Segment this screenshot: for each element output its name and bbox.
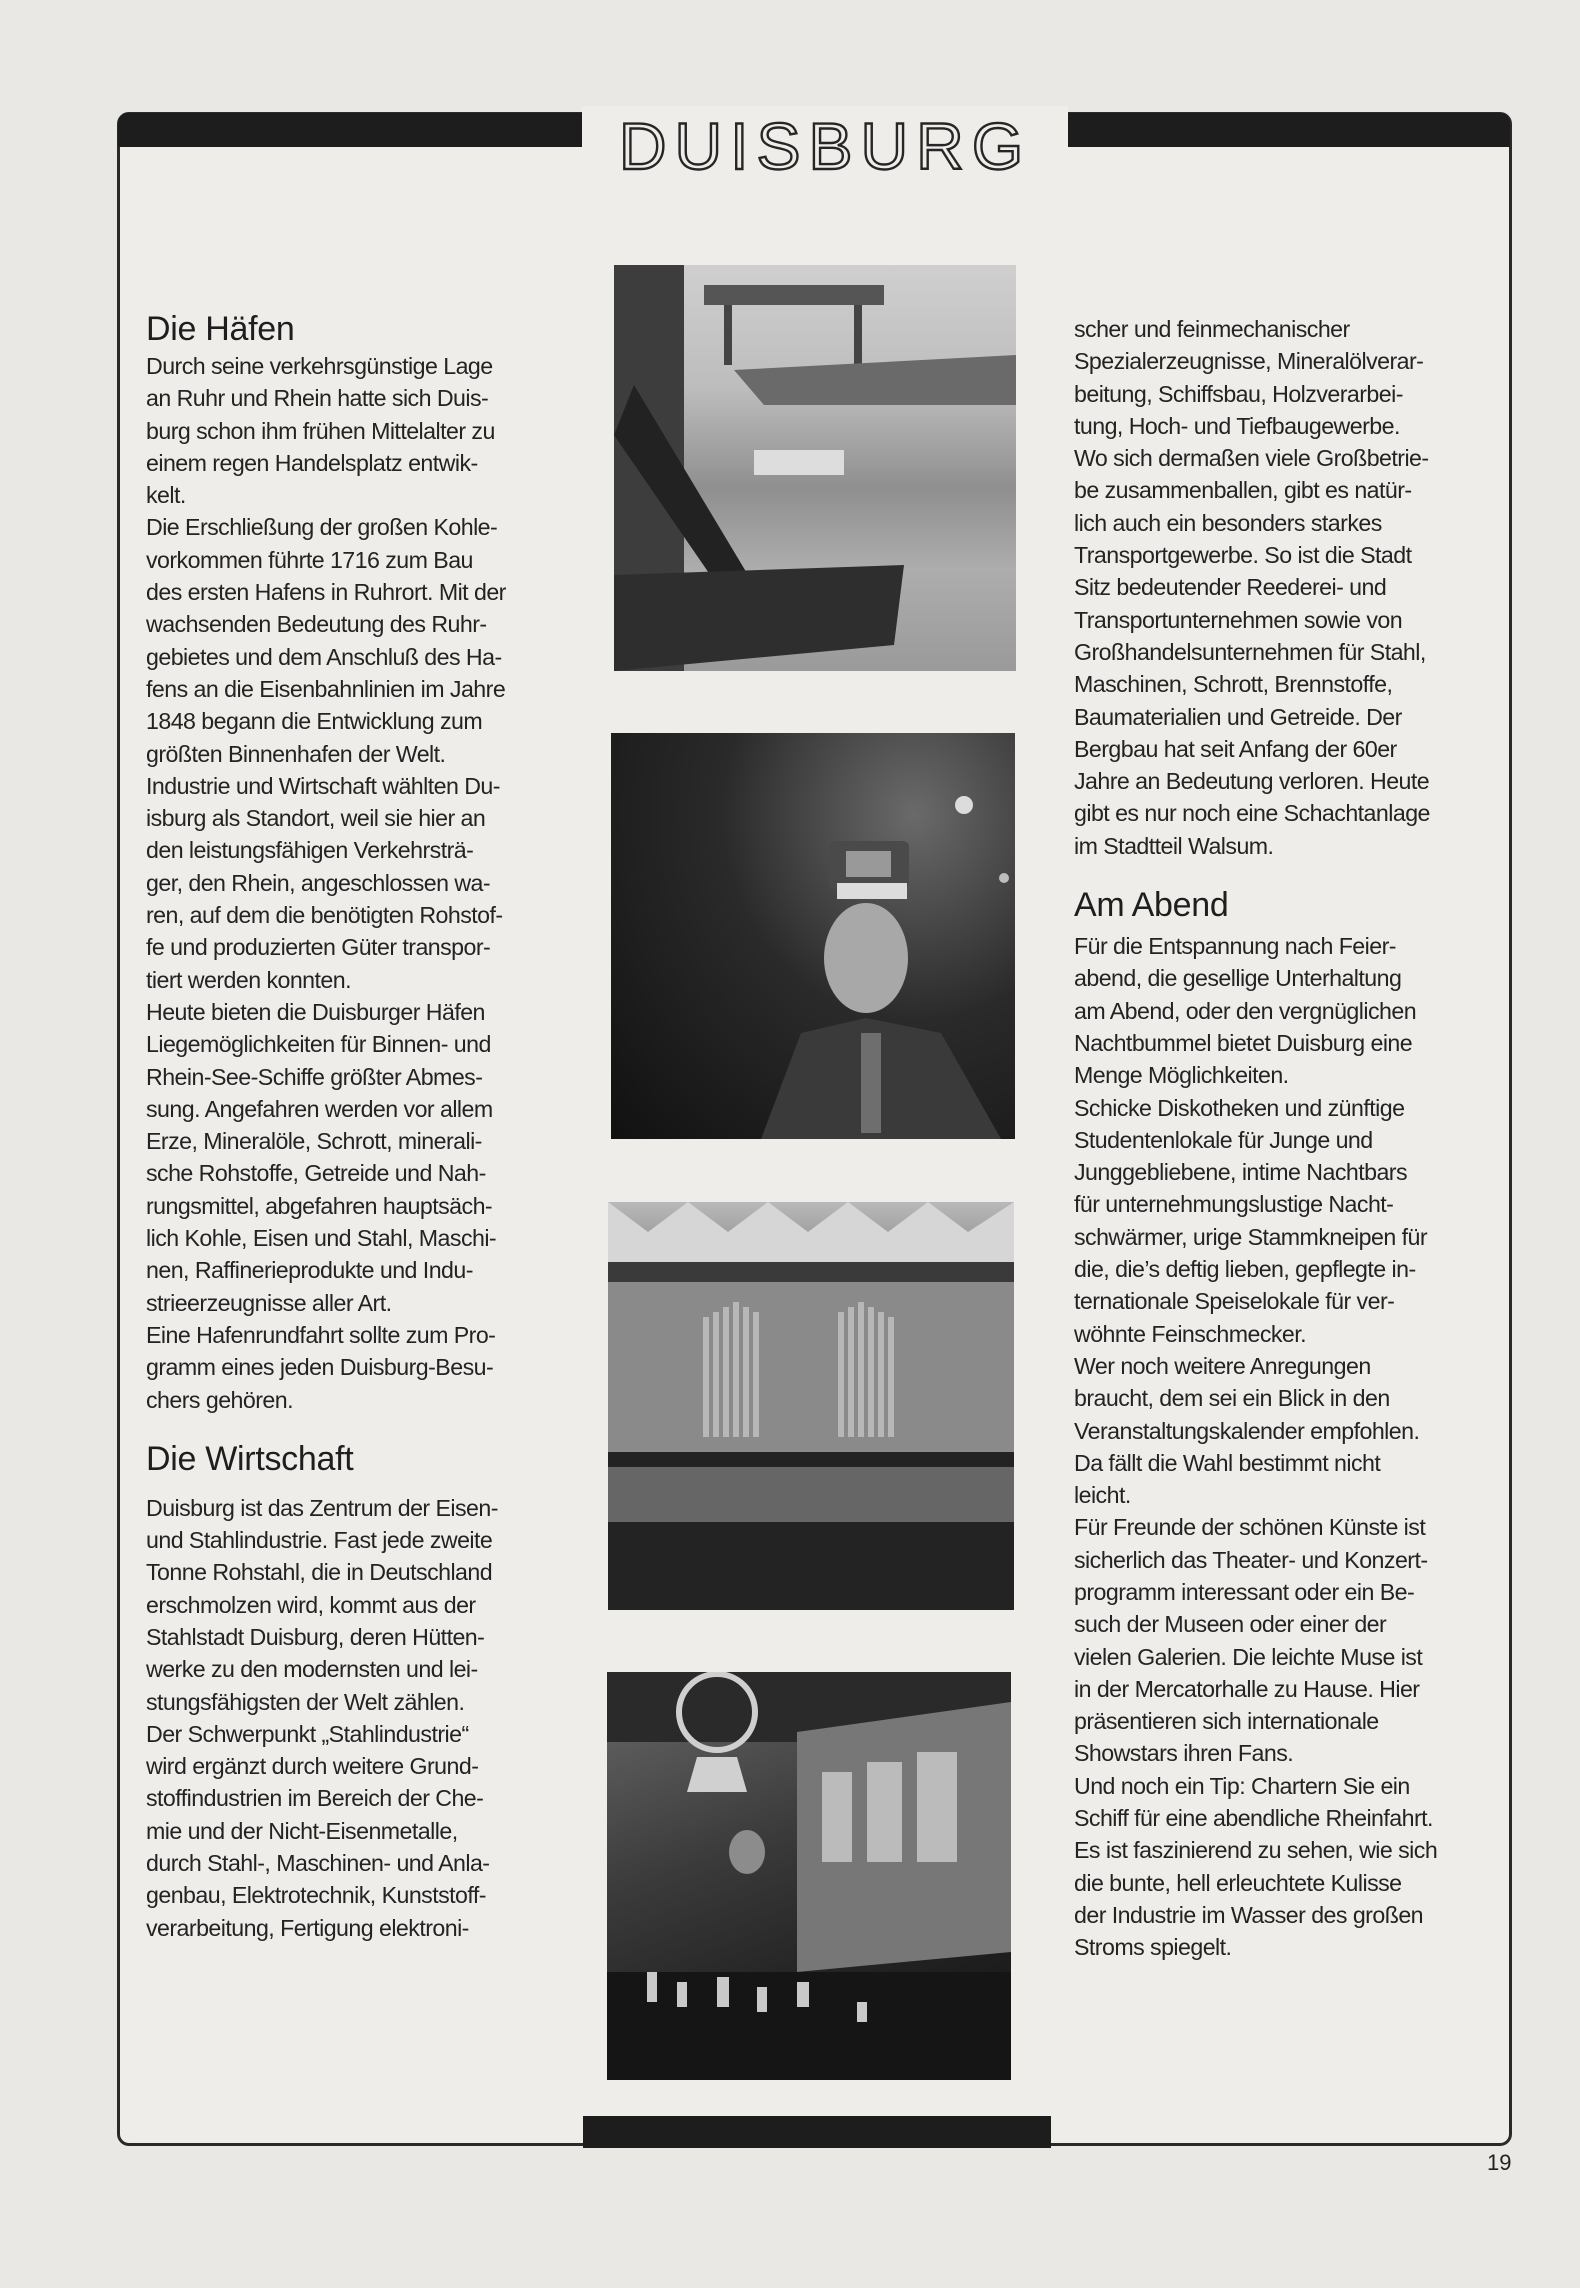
text-line: sche Rohstoffe, Getreide und Nah- [146,1160,486,1187]
text-line: Eine Hafenrundfahrt sollte zum Pro- [146,1321,496,1348]
text-line: Rhein-See-Schiffe größter Abmes- [146,1063,483,1090]
text-line: an Ruhr und Rhein hatte sich Duis- [146,385,489,412]
text-line: Großhandelsunternehmen für Stahl, [1074,638,1426,665]
text-line: Duisburg ist das Zentrum der Eisen- [146,1494,498,1521]
text-line: Baumaterialien und Getreide. Der [1074,703,1402,730]
text-line: Die Erschließung der großen Kohle- [146,514,498,541]
wirtschaft-continued-text [1074,313,1498,862]
text-line: tung, Hoch- und Tiefbaugewerbe. [1074,412,1400,439]
text-line: vielen Galerien. Die leichte Muse ist [1074,1643,1423,1670]
text-line: Da fällt die Wahl bestimmt nicht [1074,1449,1381,1476]
text-line: Veranstaltungskalender empfohlen. [1074,1417,1420,1444]
concert-hall-photo [608,1202,1014,1610]
text-line: Liegemöglichkeiten für Binnen- und [146,1031,491,1058]
text-line: Stroms spiegelt. [1074,1934,1232,1961]
text-line: chers gehören. [146,1386,293,1413]
text-line: und Stahlindustrie. Fast jede zweite [146,1527,493,1554]
text-line: Wer noch weitere Anregungen [1074,1352,1371,1379]
text-line: sicherlich das Theater- und Konzert- [1074,1546,1428,1573]
text-line: stungsfähigsten der Welt zählen. [146,1688,465,1715]
text-line: sung. Angefahren werden vor allem [146,1095,493,1122]
text-line: Erze, Mineralöle, Schrott, minerali- [146,1128,482,1155]
text-line: Der Schwerpunkt „Stahlindustrie“ [146,1720,469,1747]
text-line: gebietes und dem Anschluß des Ha- [146,643,502,670]
text-line: leicht. [1074,1482,1131,1509]
right-column [1074,313,1498,1964]
text-line: stoffindustrien im Bereich der Che- [146,1785,484,1812]
text-line: Es ist faszinierend zu sehen, wie sich [1074,1837,1438,1864]
text-line: wachsenden Bedeutung des Ruhr- [146,611,487,638]
text-line: Menge Möglichkeiten. [1074,1062,1289,1089]
text-line: lich auch ein besonders starkes [1074,509,1382,536]
text-line: be zusammenballen, gibt es natür- [1074,477,1412,504]
text-line: 1848 begann die Entwicklung zum [146,708,483,735]
harbour-photo [614,265,1016,671]
title-box [582,106,1068,186]
text-line: Für die Entspannung nach Feier- [1074,933,1396,960]
text-line: Transportgewerbe. So ist die Stadt [1074,542,1412,569]
text-line: burg schon ihm frühen Mittelalter zu [146,417,495,444]
text-line: lich Kohle, Eisen und Stahl, Maschi- [146,1225,497,1252]
text-line: Junggebliebene, intime Nachtbars [1074,1159,1408,1186]
text-line: Schiff für eine abendliche Rheinfahrt. [1074,1805,1433,1832]
left-column [146,308,561,1944]
text-line: rungsmittel, abgefahren hauptsäch- [146,1192,493,1219]
text-line: größten Binnenhafen der Welt. [146,740,446,767]
text-line: Und noch ein Tip: Chartern Sie ein [1074,1772,1410,1799]
text-line: such der Museen oder einer der [1074,1611,1387,1638]
text-line: gramm eines jeden Duisburg-Besu- [146,1354,494,1381]
text-line: Schicke Diskotheken und zünftige [1074,1094,1405,1121]
text-line: abend, die gesellige Unterhaltung [1074,965,1402,992]
heading-abend: Am Abend [1074,886,1229,925]
bar-interior-photo-svg [607,1672,1011,2080]
text-line: die bunte, hell erleuchtete Kulisse [1074,1869,1402,1896]
text-line: Showstars ihren Fans. [1074,1740,1294,1767]
text-line: nen, Raffinerieprodukte und Indu- [146,1257,473,1284]
text-line: verarbeitung, Fertigung elektroni- [146,1914,469,1941]
text-line: einem regen Handelsplatz entwik- [146,449,478,476]
text-line: fens an die Eisenbahnlinien im Jahre [146,675,506,702]
text-line: erschmolzen wird, kommt aus der [146,1591,476,1618]
text-line: kelt. [146,482,186,509]
text-line: tiert werden konnten. [146,966,351,993]
text-line: beitung, Schiffsbau, Holzverarbei- [1074,380,1403,407]
text-line: Sitz bedeutender Reederei- und [1074,574,1387,601]
text-line: werke zu den modernsten und lei- [146,1656,478,1683]
bottom-bar [583,2116,1051,2148]
text-line: den leistungsfähigen Verkehrsträ- [146,837,474,864]
text-line: für unternehmungslustige Nacht- [1074,1191,1394,1218]
text-line: genbau, Elektrotechnik, Kunststoff- [146,1882,486,1909]
text-line: am Abend, oder den vergnüglichen [1074,997,1417,1024]
text-line: Tonne Rohstahl, die in Deutschland [146,1559,493,1586]
text-line: Maschinen, Schrott, Brennstoffe, [1074,671,1393,698]
text-line: ren, auf dem die benötigten Rohstof- [146,902,503,929]
text-line: die, die’s deftig lieben, gepflegte in- [1074,1256,1416,1283]
text-line: Transportunternehmen sowie von [1074,606,1403,633]
text-line: Für Freunde der schönen Künste ist [1074,1514,1426,1541]
text-line: programm interessant oder ein Be- [1074,1578,1415,1605]
text-line: braucht, dem sei ein Blick in den [1074,1385,1390,1412]
text-line: Industrie und Wirtschaft wählten Du- [146,772,500,799]
haefen-text [146,350,561,1416]
text-line: Spezialerzeugnisse, Mineralölverar- [1074,348,1424,375]
text-line: Bergbau hat seit Anfang der 60er [1074,735,1397,762]
heading-haefen: Die Häfen [146,310,295,348]
text-line: Heute bieten die Duisburger Häfen [146,998,485,1025]
bar-interior-photo [607,1672,1011,2080]
text-line: Jahre an Bedeutung verloren. Heute [1074,768,1430,795]
text-line: im Stadtteil Walsum. [1074,832,1274,859]
harbour-photo-svg [614,265,1016,671]
text-line: wird ergänzt durch weitere Grund- [146,1753,479,1780]
heading-wirtschaft: Die Wirtschaft [146,1439,354,1478]
text-line: mie und der Nicht-Eisenmetalle, [146,1817,458,1844]
text-line: isburg als Standort, weil sie hier an [146,805,486,832]
text-line: fe und produzierten Güter transpor- [146,934,491,961]
text-line: vorkommen führte 1716 zum Bau [146,546,473,573]
text-line: gibt es nur noch eine Schachtanlage [1074,800,1430,827]
text-line: strieerzeugnisse aller Art. [146,1289,392,1316]
page-number: 19 [1487,2150,1512,2175]
miner-photo [611,733,1015,1139]
text-line: Nachtbummel bietet Duisburg eine [1074,1029,1413,1056]
concert-hall-photo-svg [608,1202,1014,1610]
text-line: ternationale Speiselokale für ver- [1074,1288,1395,1315]
miner-photo-svg [611,733,1015,1139]
text-line: präsentieren sich internationale [1074,1708,1379,1735]
text-line: in der Mercatorhalle zu Hause. Hier [1074,1675,1420,1702]
page-title: DUISBURG [618,109,1032,183]
text-line: ger, den Rhein, angeschlossen wa- [146,869,491,896]
wirtschaft-text [146,1492,561,1944]
text-line: Studentenlokale für Junge und [1074,1126,1373,1153]
text-line: scher und feinmechanischer [1074,316,1350,342]
text-line: des ersten Hafens in Ruhrort. Mit der [146,579,506,606]
text-line: Durch seine verkehrsgünstige Lage [146,353,493,379]
abend-text [1074,930,1498,1964]
text-line: Stahlstadt Duisburg, deren Hütten- [146,1623,485,1650]
text-line: wöhnte Feinschmecker. [1074,1320,1307,1347]
text-line: schwärmer, urige Stammkneipen für [1074,1223,1427,1250]
text-line: Wo sich dermaßen viele Großbetrie- [1074,445,1429,472]
text-line: der Industrie im Wasser des großen [1074,1901,1424,1928]
text-line: durch Stahl-, Maschinen- und Anla- [146,1850,490,1877]
